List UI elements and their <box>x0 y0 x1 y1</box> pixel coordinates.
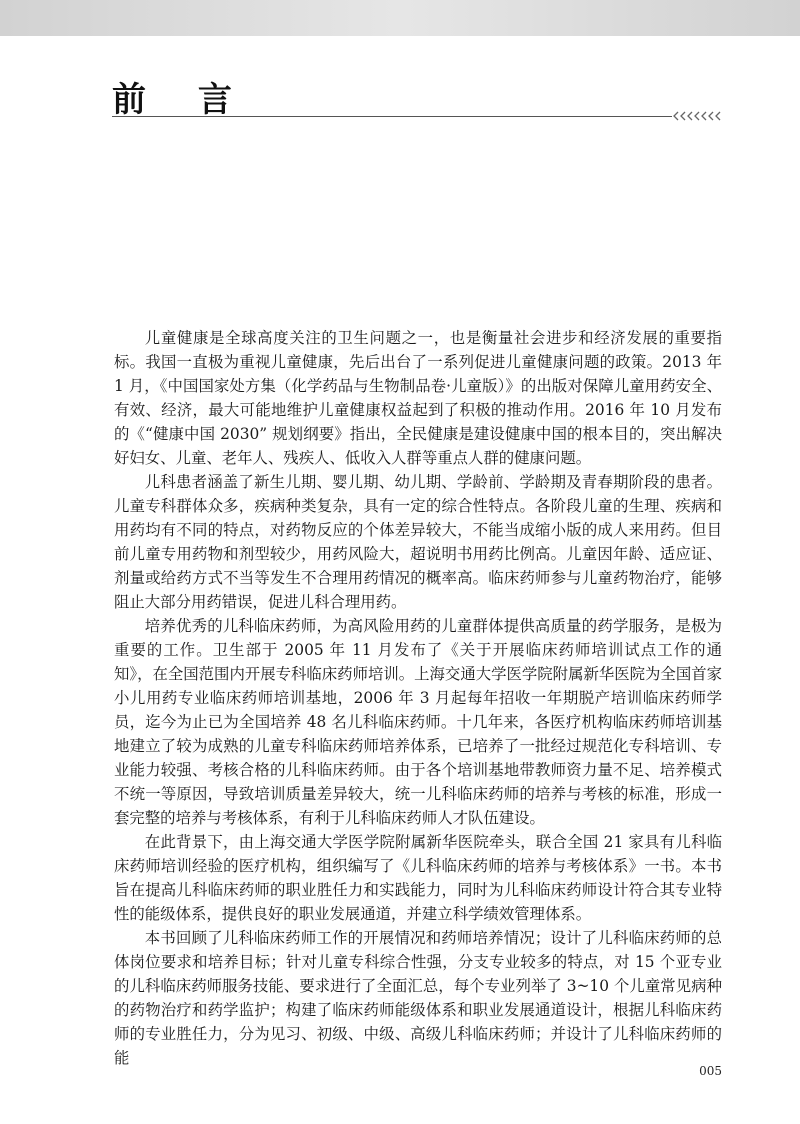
page-header-band <box>0 0 800 36</box>
preface-body <box>114 326 722 1070</box>
chevron-ornament-icon <box>672 107 724 125</box>
title-divider <box>112 116 672 117</box>
page-title: 前 言 <box>112 80 252 120</box>
paragraph: 在此背景下，由上海交通大学医学院附属新华医院牵头，联合全国 21 家具有儿科临床药师培训经验的医疗机构，组织编写了《儿科临床药师的培养与考核体系》一书。本书旨在提高儿科临床药师的职业胜任力和实践能力，同时为儿科临床药师设计符合其专业特性的能级体系，提供良好的职业发展通道，并建立科学绩效管理体系。 <box>114 833 722 923</box>
page-number: 005 <box>699 1064 722 1078</box>
paragraph: 儿科患者涵盖了新生儿期、婴儿期、幼儿期、学龄前、学龄期及青春期阶段的患者。儿童专科群体众多，疾病种类复杂，具有一定的综合性特点。各阶段儿童的生理、疾病和用药均有不同的特点，对药物反应的个体差异较大，不能当成缩小版的成人来用药。但目前儿童专用药物和剂型较少，用药风险大，超说明书用药比例高。儿童因年龄、适应证、剂量或给药方式不当等发生不合理用药情况的概率高。临床药师参与儿童药物治疗，能够阻止大部分用药错误，促进儿科合理用药。 <box>114 473 722 611</box>
paragraph: 儿童健康是全球高度关注的卫生问题之一，也是衡量社会进步和经济发展的重要指标。我国一直极为重视儿童健康，先后出台了一系列促进儿童健康问题的政策。2013 年 1 月，《中国国家处方集（化学药品与生物制品卷·儿童版）》的出版对保障儿童用药安全、有效、经济，最大可能地维护儿童健康权益起到了积极的推动作用。2016 年 10 月发布的《“健康中国 2030” 规划纲要》指出，全民健康是建设健康中国的根本目的，突出解决好妇女、儿童、老年人、残疾人、低收入人群等重点人群的健康问题。 <box>114 329 722 467</box>
paragraph: 培养优秀的儿科临床药师，为高风险用药的儿童群体提供高质量的药学服务，是极为重要的工作。卫生部于 2005 年 11 月发布了《关于开展临床药师培训试点工作的通知》，在全国范围内开展专科临床药师培训。上海交通大学医学院附属新华医院为全国首家小儿用药专业临床药师培训基地，2006 年 3 月起每年招收一年期脱产培训临床药师学员，迄今为止已为全国培养 48 名儿科临床药师。十几年来，各医疗机构临床药师培训基地建立了较为成熟的儿童专科临床药师培养体系，已培养了一批经过规范化专科培训、专业能力较强、考核合格的儿科临床药师。由于各个培训基地带教师资力量不足、培养模式不统一等原因，导致培训质量差异较大，统一儿科临床药师的培养与考核的标准，形成一套完整的培养与考核体系，有利于儿科临床药师人才队伍建设。 <box>114 617 722 827</box>
paragraph: 本书回顾了儿科临床药师工作的开展情况和药师培养情况；设计了儿科临床药师的总体岗位要求和培养目标；针对儿童专科综合性强，分支专业较多的特点，对 15 个亚专业的儿科临床药师服务技能、要求进行了全面汇总，每个专业列举了 3~10 个儿童常见病种的药物治疗和药学监护；构建了临床药师能级体系和职业发展通道设计，根据儿科临床药师的专业胜任力，分为见习、初级、中级、高级儿科临床药师；并设计了儿科临床药师的能 <box>114 929 722 1067</box>
